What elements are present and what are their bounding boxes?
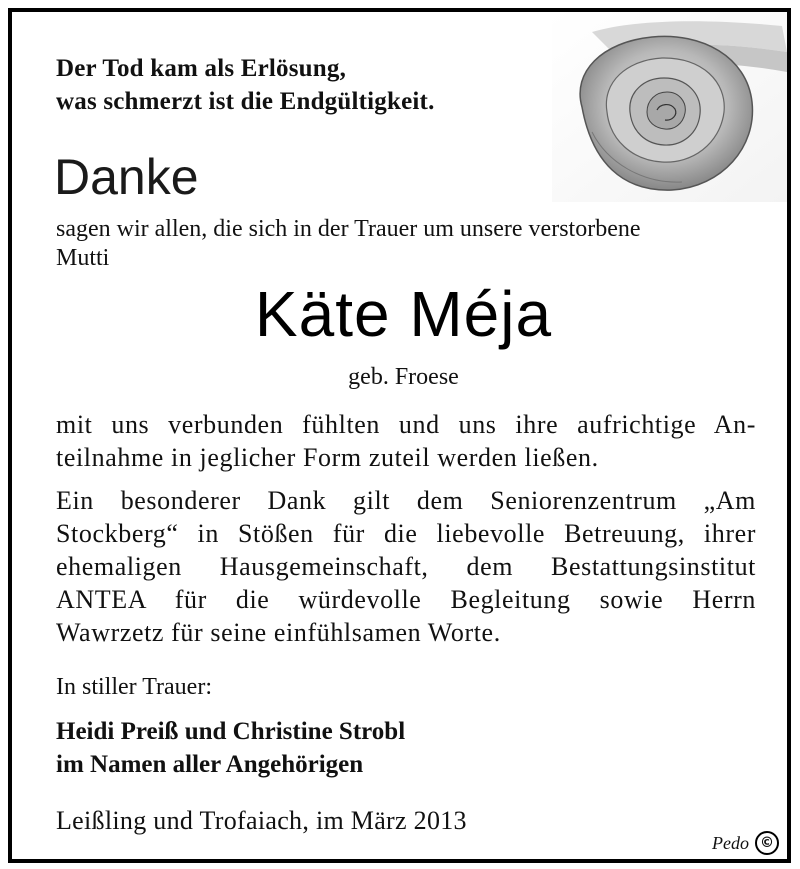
obituary-card [8, 8, 791, 863]
paragraph-1-line: mit uns verbunden fühlten und uns ihre aufrichtige An- [56, 410, 756, 439]
intro-text [56, 215, 766, 273]
signature: Pedo [712, 832, 749, 853]
motto-line-1: Der Tod kam als Erlösung, [56, 55, 347, 82]
paragraph-2-line: ANTEA für die würdevolle Begleitung sowie Herrn [56, 585, 756, 614]
paragraph-1-line: teilnahme in jeglicher Form zuteil werden ließen. [56, 443, 599, 472]
paragraph-1 [56, 408, 756, 474]
intro-line-1: sagen wir allen, die sich in der Trauer um unsere verstorbene [56, 216, 641, 242]
signers [56, 715, 405, 781]
copyright-icon: © [755, 831, 779, 855]
paragraph-2-line: Wawrzetz für seine einfühlsamen Worte. [56, 618, 501, 647]
paragraph-2 [56, 484, 756, 649]
paragraph-2-line: ehemaligen Hausgemeinschaft, dem Bestattungsinstitut [56, 552, 756, 581]
intro-line-2: Mutti [56, 245, 110, 271]
place-and-date: Leißling und Trofaiach, im März 2013 [56, 806, 467, 835]
credit [712, 831, 779, 855]
closing-phrase: In stiller Trauer: [56, 674, 212, 700]
motto [56, 52, 435, 118]
rose-icon [552, 12, 787, 202]
signers-line-2: im Namen aller Angehörigen [56, 751, 364, 778]
paragraph-2-line: Stockberg“ in Stößen für die liebevolle Betreuung, ihrer [56, 519, 756, 548]
signers-line-1: Heidi Preiß und Christine Strobl [56, 718, 406, 745]
deceased-name: Käte Méja [254, 278, 553, 350]
motto-line-2: was schmerzt ist die Endgültigkeit. [56, 88, 435, 115]
paragraph-2-line: Ein besonderer Dank gilt dem Seniorenzentrum „Am [56, 486, 756, 515]
heading: Danke [54, 149, 199, 205]
maiden-name: geb. Froese [348, 364, 459, 390]
